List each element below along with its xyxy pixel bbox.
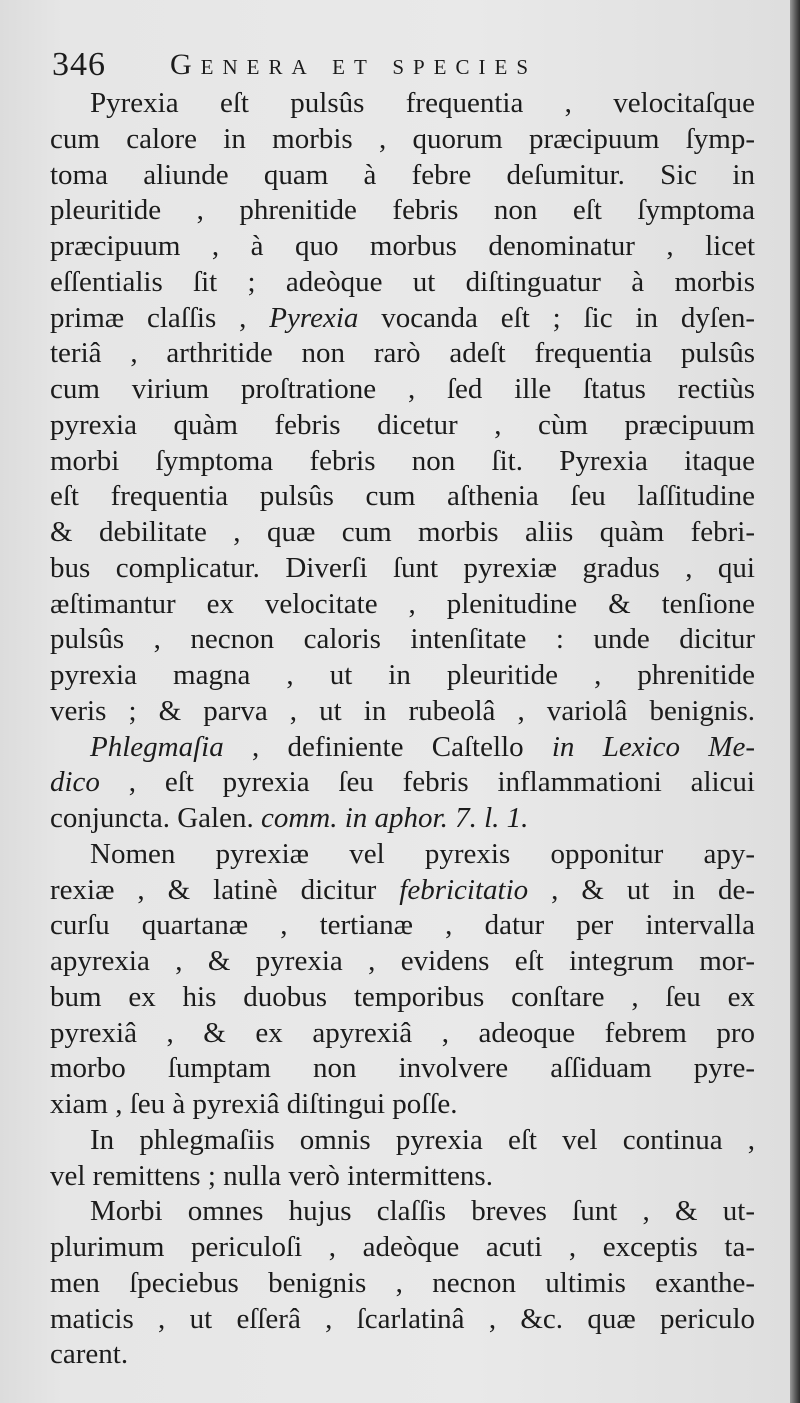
text-line [50, 408, 755, 444]
text-span: morbo ſumptam non involvere aſſiduam pyre- [50, 1052, 755, 1085]
text-line [50, 479, 755, 515]
text-line [50, 122, 755, 158]
text-span: , & ut in de- [528, 873, 755, 906]
running-title: Genera et species [170, 48, 538, 81]
text-span: apyrexia , & pyrexia , evidens eſt integrum mor- [50, 945, 755, 977]
italic-text: Phlegmaſia [90, 730, 224, 763]
text-line [50, 587, 755, 623]
text-span: In phlegmaſiis omnis pyrexia eſt vel continua , [90, 1123, 755, 1156]
text-span: præcipuum , à quo morbus denominatur , licet [50, 230, 755, 262]
text-span: eſſentialis ſit ; adeòque ut diſtinguatur à morbis [50, 265, 755, 298]
text-line [50, 86, 755, 122]
text-line [50, 658, 755, 694]
italic-text: febricitatio [399, 873, 529, 906]
text-line [50, 1051, 755, 1087]
text-span: pyrexia magna , ut in pleuritide , phrenitide [50, 659, 755, 691]
text-span: pyrexia quàm febris dicetur , cùm præcipuum [50, 408, 755, 441]
text-line [50, 944, 755, 980]
text-span: conjuncta. Galen. [50, 802, 261, 834]
text-span: veris ; & parva , ut in rubeolâ , variolâ benignis. [50, 694, 755, 727]
text-span: cum calore in morbis , quorum præcipuum ſymp- [50, 122, 755, 155]
text-span: curſu quartanæ , tertianæ , datur per intervalla [50, 909, 755, 942]
body-text [50, 86, 755, 1373]
text-line [50, 908, 755, 944]
text-line [50, 873, 755, 909]
text-line [50, 1123, 755, 1159]
text-span: primæ claſſis , [50, 301, 270, 334]
text-span: plurimum periculoſi , adeòque acuti , exceptis ta- [50, 1231, 755, 1263]
text-line [50, 694, 755, 730]
italic-text: comm. in aphor. 7. l. 1. [260, 802, 529, 834]
text-line [50, 551, 755, 587]
text-span: teriâ , arthritide non rarò adeſt frequentia pulsûs [50, 337, 755, 370]
text-line [50, 1194, 755, 1230]
text-span: xiam , ſeu à pyrexiâ diſtingui poſſe. [50, 1088, 458, 1120]
text-line [50, 1230, 755, 1266]
text-span: men ſpeciebus benignis , necnon ultimis exanthe- [50, 1266, 755, 1299]
text-span: toma aliunde quam à febre deſumitur. Sic in [50, 158, 755, 191]
text-span: , eſt pyrexia ſeu febris inflammationi alicui [99, 766, 755, 799]
text-line [50, 158, 755, 194]
italic-text: dico [50, 766, 100, 799]
text-line [50, 444, 755, 480]
text-line [50, 229, 755, 265]
text-span: rexiæ , & latinè dicitur [50, 873, 400, 906]
text-span: bus complicatur. Diverſi ſunt pyrexiæ gradus , qui [50, 551, 755, 584]
text-line [50, 837, 755, 873]
text-line [50, 301, 755, 337]
text-span: vel remittens ; nulla verò intermittens. [50, 1159, 493, 1192]
text-span: bum ex his duobus temporibus conſtare , ſeu ex [50, 980, 755, 1013]
text-line [50, 1266, 755, 1302]
text-span: pleuritide , phrenitide febris non eſt ſymptoma [50, 194, 755, 227]
text-line [50, 336, 755, 372]
text-span: & debilitate , quæ cum morbis aliis quàm febri- [50, 516, 755, 548]
text-span: , definiente Caſtello [223, 730, 552, 763]
text-span: morbi ſymptoma febris non ſit. Pyrexia itaque [50, 444, 755, 477]
text-span: Pyrexia eſt pulsûs frequentia , velocitaſque [90, 87, 755, 119]
text-line [50, 730, 755, 766]
italic-text: in Lexico Me- [551, 730, 755, 763]
text-span: æſtimantur ex velocitate , plenitudine & tenſione [50, 587, 755, 620]
text-span: maticis , ut eſſerâ , ſcarlatinâ , &c. quæ periculo [50, 1302, 755, 1335]
text-line [50, 801, 755, 837]
text-line [50, 1016, 755, 1052]
italic-text: Pyrexia [269, 301, 359, 334]
text-span: pulsûs , necnon caloris intenſitate : unde dicitur [50, 623, 755, 656]
text-line [50, 1159, 755, 1195]
page-header [52, 44, 752, 88]
text-line [50, 765, 755, 801]
text-line [50, 1087, 755, 1123]
text-line [50, 265, 755, 301]
text-line [50, 515, 755, 551]
text-line [50, 1302, 755, 1338]
text-line [50, 622, 755, 658]
text-span: Nomen pyrexiæ vel pyrexis opponitur apy- [90, 837, 755, 870]
text-line [50, 372, 755, 408]
text-span: vocanda eſt ; ſic in dyſen- [358, 301, 755, 334]
text-span: pyrexiâ , & ex apyrexiâ , adeoque febrem pro [50, 1016, 755, 1049]
text-line [50, 193, 755, 229]
text-line [50, 1337, 755, 1373]
text-span: Morbi omnes hujus claſſis breves ſunt , & ut- [90, 1195, 755, 1228]
text-span: eſt frequentia pulsûs cum aſthenia ſeu laſſitudine [50, 480, 755, 513]
text-span: carent. [50, 1338, 129, 1371]
page-number: 346 [52, 46, 106, 83]
text-line [50, 980, 755, 1016]
book-gutter [790, 0, 800, 1403]
text-span: cum virium proſtratione , ſed ille ſtatus rectiùs [50, 373, 755, 405]
